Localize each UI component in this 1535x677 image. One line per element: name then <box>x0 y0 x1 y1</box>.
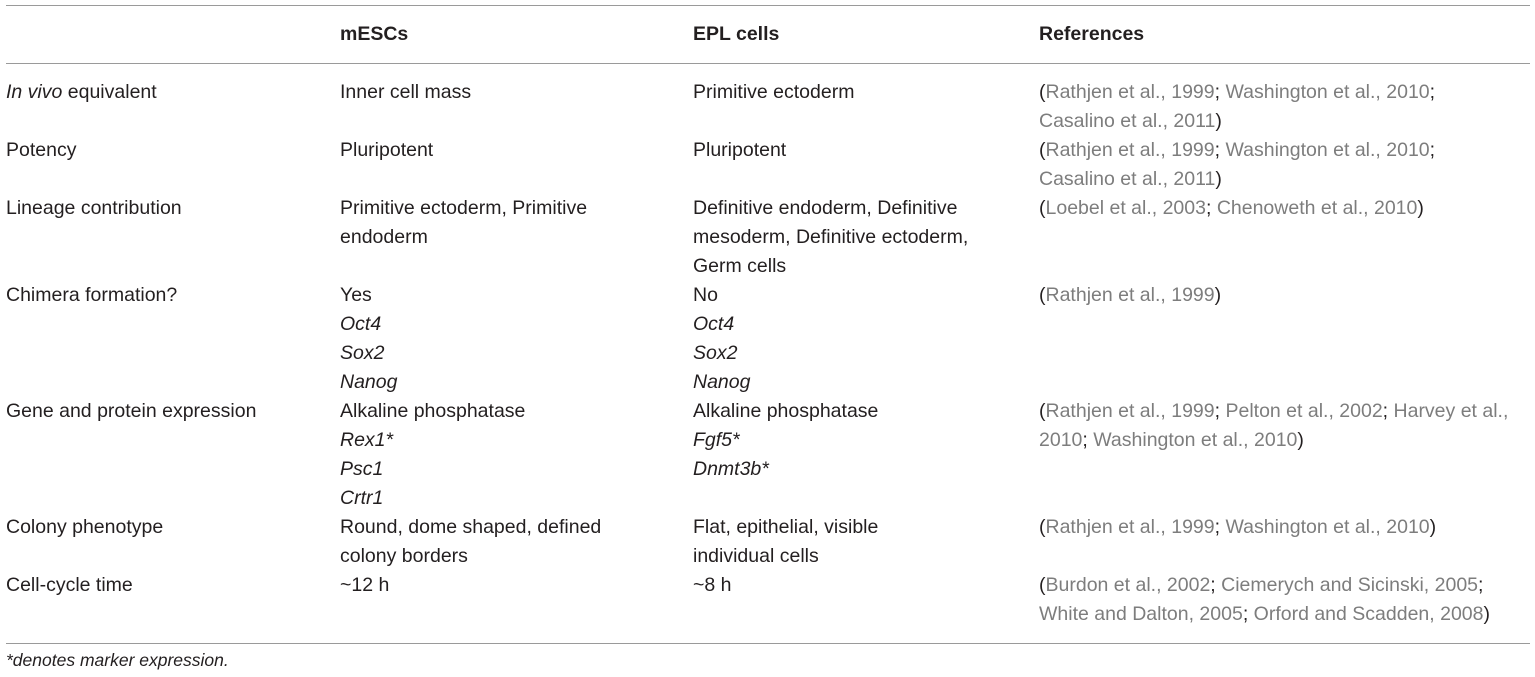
table-row-colony-phenotype <box>6 513 1530 571</box>
references-cell: (Rathjen et al., 1999; Pelton et al., 2002; Harvey et al., 2010; Washington et al., 2010) <box>1039 400 1509 451</box>
protein-marker: Alkaline phosphatase <box>340 400 526 422</box>
reference-link[interactable]: Loebel et al., 2003 <box>1045 197 1206 219</box>
reference-link[interactable]: Rathjen et al., 1999 <box>1045 139 1215 161</box>
row-label: Potency <box>6 139 77 161</box>
cell-line: Primitive ectoderm <box>693 81 855 103</box>
reference-link[interactable]: Casalino et al., 2011 <box>1039 168 1216 190</box>
row-label-rest: equivalent <box>62 81 157 103</box>
table-header <box>6 6 1530 64</box>
row-label: Lineage contribution <box>6 197 182 219</box>
references-cell: (Burdon et al., 2002; Ciemerych and Sicinski, 2005; White and Dalton, 2005; Orford and Scadden, 2008) <box>1039 574 1490 625</box>
epl-cell <box>687 281 1033 310</box>
references-cell: (Rathjen et al., 1999; Washington et al., 2010; Casalino et al., 2011) <box>1039 139 1436 190</box>
cell-line: Flat, epithelial, visible <box>693 516 879 538</box>
reference-link[interactable]: Washington et al., 2010 <box>1225 139 1430 161</box>
table-row-potency <box>6 136 1530 194</box>
mescs-cell <box>334 64 687 137</box>
gene-marker: Nanog <box>340 371 398 393</box>
reference-link[interactable]: Ciemerych and Sicinski, 2005 <box>1221 574 1479 596</box>
cell-line: Primitive ectoderm, Primitive <box>340 197 588 219</box>
references-cell: (Rathjen et al., 1999) <box>1039 284 1222 306</box>
cell-line: ~12 h <box>340 574 390 596</box>
gene-marker: Crtr1 <box>340 487 384 509</box>
cell-line: ~8 h <box>693 574 732 596</box>
reference-link[interactable]: Orford and Scadden, 2008 <box>1253 603 1484 625</box>
cell-line: endoderm <box>340 226 428 248</box>
mescs-cell <box>334 194 687 281</box>
reference-link[interactable]: Chenoweth et al., 2010 <box>1216 197 1418 219</box>
row-label-text: Gene and protein expression <box>6 400 257 422</box>
gene-marker: Oct4 <box>693 313 735 335</box>
mescs-cell <box>334 136 687 194</box>
header-epl-cells: EPL cells <box>693 23 780 45</box>
reference-link[interactable]: Burdon et al., 2002 <box>1045 574 1211 596</box>
references-cell: (Loebel et al., 2003; Chenoweth et al., 2010) <box>1039 197 1424 219</box>
gene-marker: Oct4 <box>340 313 382 335</box>
row-label-italic: In vivo <box>6 81 63 103</box>
gene-marker: Sox2 <box>693 342 738 364</box>
reference-link[interactable]: Harvey et al., 2010 <box>1039 400 1509 451</box>
epl-cell <box>687 64 1033 137</box>
table-row-cell-cycle-time <box>6 571 1530 644</box>
cell-line: Yes <box>340 284 372 306</box>
reference-link[interactable]: Washington et al., 2010 <box>1093 429 1298 451</box>
table-row-gene-protein-expression <box>6 310 1530 513</box>
comparison-table <box>6 5 1530 644</box>
cell-line: Inner cell mass <box>340 81 472 103</box>
references-cell: (Rathjen et al., 1999; Washington et al., 2010) <box>1039 516 1437 538</box>
cell-line: Definitive endoderm, Definitive <box>693 197 958 219</box>
epl-cell <box>687 136 1033 194</box>
reference-link[interactable]: Washington et al., 2010 <box>1225 81 1430 103</box>
mescs-cell <box>334 310 687 513</box>
header-references: References <box>1039 23 1145 45</box>
gene-marker: Nanog <box>693 371 751 393</box>
reference-link[interactable]: Rathjen et al., 1999 <box>1045 284 1215 306</box>
mescs-cell <box>334 281 687 310</box>
cell-line: individual cells <box>693 545 819 567</box>
table-footnote: *denotes marker expression. <box>6 650 229 670</box>
row-label <box>6 310 334 513</box>
header-mescs: mESCs <box>340 23 409 45</box>
gene-marker: Fgf5* <box>693 429 740 451</box>
cell-line: Germ cells <box>693 255 787 277</box>
reference-link[interactable]: Rathjen et al., 1999 <box>1045 81 1215 103</box>
protein-marker: Alkaline phosphatase <box>693 400 879 422</box>
epl-cell <box>687 194 1033 281</box>
gene-marker: Dnmt3b* <box>693 458 769 480</box>
cell-line: mesoderm, Definitive ectoderm, <box>693 226 969 248</box>
cell-line: Pluripotent <box>693 139 787 161</box>
gene-marker: Rex1* <box>340 429 394 451</box>
reference-link[interactable]: Casalino et al., 2011 <box>1039 110 1216 132</box>
table-row-lineage-contribution <box>6 194 1530 281</box>
gene-marker: Psc1 <box>340 458 384 480</box>
row-label: Cell-cycle time <box>6 574 133 596</box>
reference-link[interactable]: Pelton et al., 2002 <box>1225 400 1383 422</box>
cell-line: No <box>693 284 718 306</box>
row-label: Colony phenotype <box>6 516 164 538</box>
reference-link[interactable]: Rathjen et al., 1999 <box>1045 516 1215 538</box>
references-cell: (Rathjen et al., 1999; Washington et al., 2010; Casalino et al., 2011) <box>1039 81 1436 132</box>
reference-link[interactable]: Washington et al., 2010 <box>1225 516 1430 538</box>
cell-line: Pluripotent <box>340 139 434 161</box>
table-row-chimera-formation <box>6 281 1530 310</box>
reference-link[interactable]: White and Dalton, 2005 <box>1039 603 1243 625</box>
mescs-cell <box>334 571 687 644</box>
row-label <box>6 64 334 137</box>
row-label: Chimera formation? <box>6 284 178 306</box>
epl-cell <box>687 571 1033 644</box>
header-empty <box>6 6 334 64</box>
cell-line: colony borders <box>340 545 468 567</box>
cell-line: Round, dome shaped, defined <box>340 516 602 538</box>
epl-cell <box>687 310 1033 513</box>
table-row-in-vivo-equivalent <box>6 64 1530 137</box>
epl-cell <box>687 513 1033 571</box>
reference-link[interactable]: Rathjen et al., 1999 <box>1045 400 1215 422</box>
gene-marker: Sox2 <box>340 342 385 364</box>
comparison-table-container <box>6 5 1530 644</box>
mescs-cell <box>334 513 687 571</box>
table-body <box>6 64 1530 644</box>
